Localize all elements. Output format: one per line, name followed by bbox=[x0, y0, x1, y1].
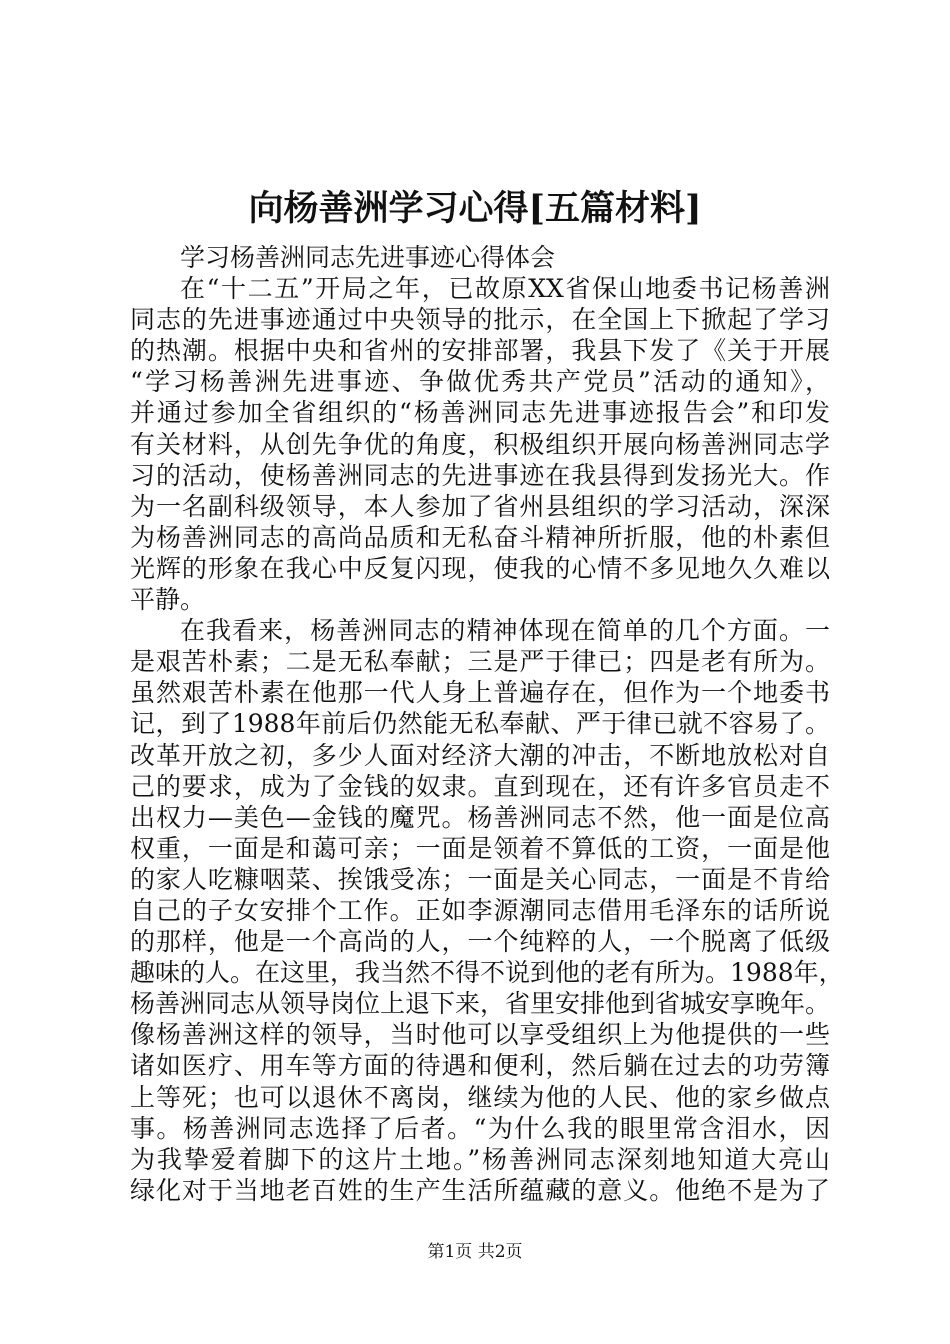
paragraph-line: 光辉的形象在我心中反复闪现，使我的心情不多见地久久难以 bbox=[130, 553, 830, 583]
paragraph-line: 在“十二五”开局之年，已故原XX省保山地委书记杨善洲 bbox=[180, 274, 830, 304]
paragraph-line: 有关材料，从创先争优的角度，积极组织开展向杨善洲同志学 bbox=[130, 429, 830, 459]
paragraph-line: 是艰苦朴素；二是无私奉献；三是严于律已；四是老有所为。 bbox=[130, 647, 830, 677]
paragraph-line: 并通过参加全省组织的“杨善洲同志先进事迹报告会”和印发 bbox=[130, 398, 830, 428]
document-title: 向杨善洲学习心得[五篇材料] bbox=[248, 188, 702, 229]
paragraph-line: “学习杨善洲先进事迹、争做优秀共产党员”活动的通知》， bbox=[130, 367, 830, 397]
paragraph-line: 虽然艰苦朴素在他那一代人身上普遍存在，但作为一个地委书 bbox=[130, 678, 830, 708]
paragraph-line: 为一名副科级领导，本人参加了省州县组织的学习活动，深深 bbox=[130, 491, 830, 521]
paragraph-line: 上等死；也可以退休不离岗，继续为他的人民、他的家乡做点 bbox=[130, 1082, 830, 1112]
paragraph-line: 杨善洲同志从领导岗位上退下来，省里安排他到省城安享晚年。 bbox=[130, 989, 831, 1019]
subtitle-line: 学习杨善洲同志先进事迹心得体会 bbox=[180, 243, 556, 272]
paragraph-line: 趣味的人。在这里，我当然不得不说到他的老有所为。1988年， bbox=[130, 958, 844, 988]
paragraph-line: 同志的先进事迹通过中央领导的批示，在全国上下掀起了学习 bbox=[130, 305, 830, 335]
paragraph-line: 改革开放之初，多少人面对经济大潮的冲击，不断地放松对自 bbox=[130, 740, 830, 770]
paragraph-line: 平静。 bbox=[130, 585, 206, 615]
paragraph-line: 事。杨善洲同志选择了后者。“为什么我的眼里常含泪水，因 bbox=[130, 1113, 830, 1143]
paragraph-line: 的那样，他是一个高尚的人，一个纯粹的人，一个脱离了低级 bbox=[130, 927, 830, 957]
document-body bbox=[130, 242, 844, 1206]
paragraph-line: 出权力—美色—金钱的魔咒。杨善洲同志不然，他一面是位高 bbox=[130, 802, 830, 832]
paragraph-line: 权重，一面是和蔼可亲；一面是领着不算低的工资，一面是他 bbox=[130, 833, 830, 863]
paragraph-line: 的热潮。根据中央和省州的安排部署，我县下发了《关于开展 bbox=[130, 336, 830, 366]
paragraph-line: 为杨善洲同志的高尚品质和无私奋斗精神所折服，他的朴素但 bbox=[130, 522, 830, 552]
paragraph-line: 自己的子女安排个工作。正如李源潮同志借用毛泽东的话所说 bbox=[130, 895, 830, 925]
paragraph-line: 记，到了1988年前后仍然能无私奉献、严于律已就不容易了。 bbox=[130, 709, 830, 739]
paragraph-line: 的家人吃糠咽菜、挨饿受冻；一面是关心同志，一面是不肯给 bbox=[130, 864, 830, 894]
page-footer: 第1页 共2页 bbox=[427, 1242, 523, 1262]
paragraph-line: 诸如医疗、用车等方面的待遇和便利，然后躺在过去的功劳簿 bbox=[130, 1051, 830, 1081]
paragraph-line: 习的活动，使杨善洲同志的先进事迹在我县得到发扬光大。作 bbox=[130, 460, 830, 490]
paragraph-line: 绿化对于当地老百姓的生产生活所蕴藏的意义。他绝不是为了 bbox=[130, 1175, 830, 1205]
paragraph-line: 己的要求，成为了金钱的奴隶。直到现在，还有许多官员走不 bbox=[130, 771, 830, 801]
paragraph-line: 为我挚爱着脚下的这片土地。”杨善洲同志深刻地知道大亮山 bbox=[130, 1144, 830, 1174]
paragraph-line: 在我看来，杨善洲同志的精神体现在简单的几个方面。一 bbox=[180, 616, 830, 646]
paragraph-line: 像杨善洲这样的领导，当时他可以享受组织上为他提供的一些 bbox=[130, 1020, 830, 1050]
